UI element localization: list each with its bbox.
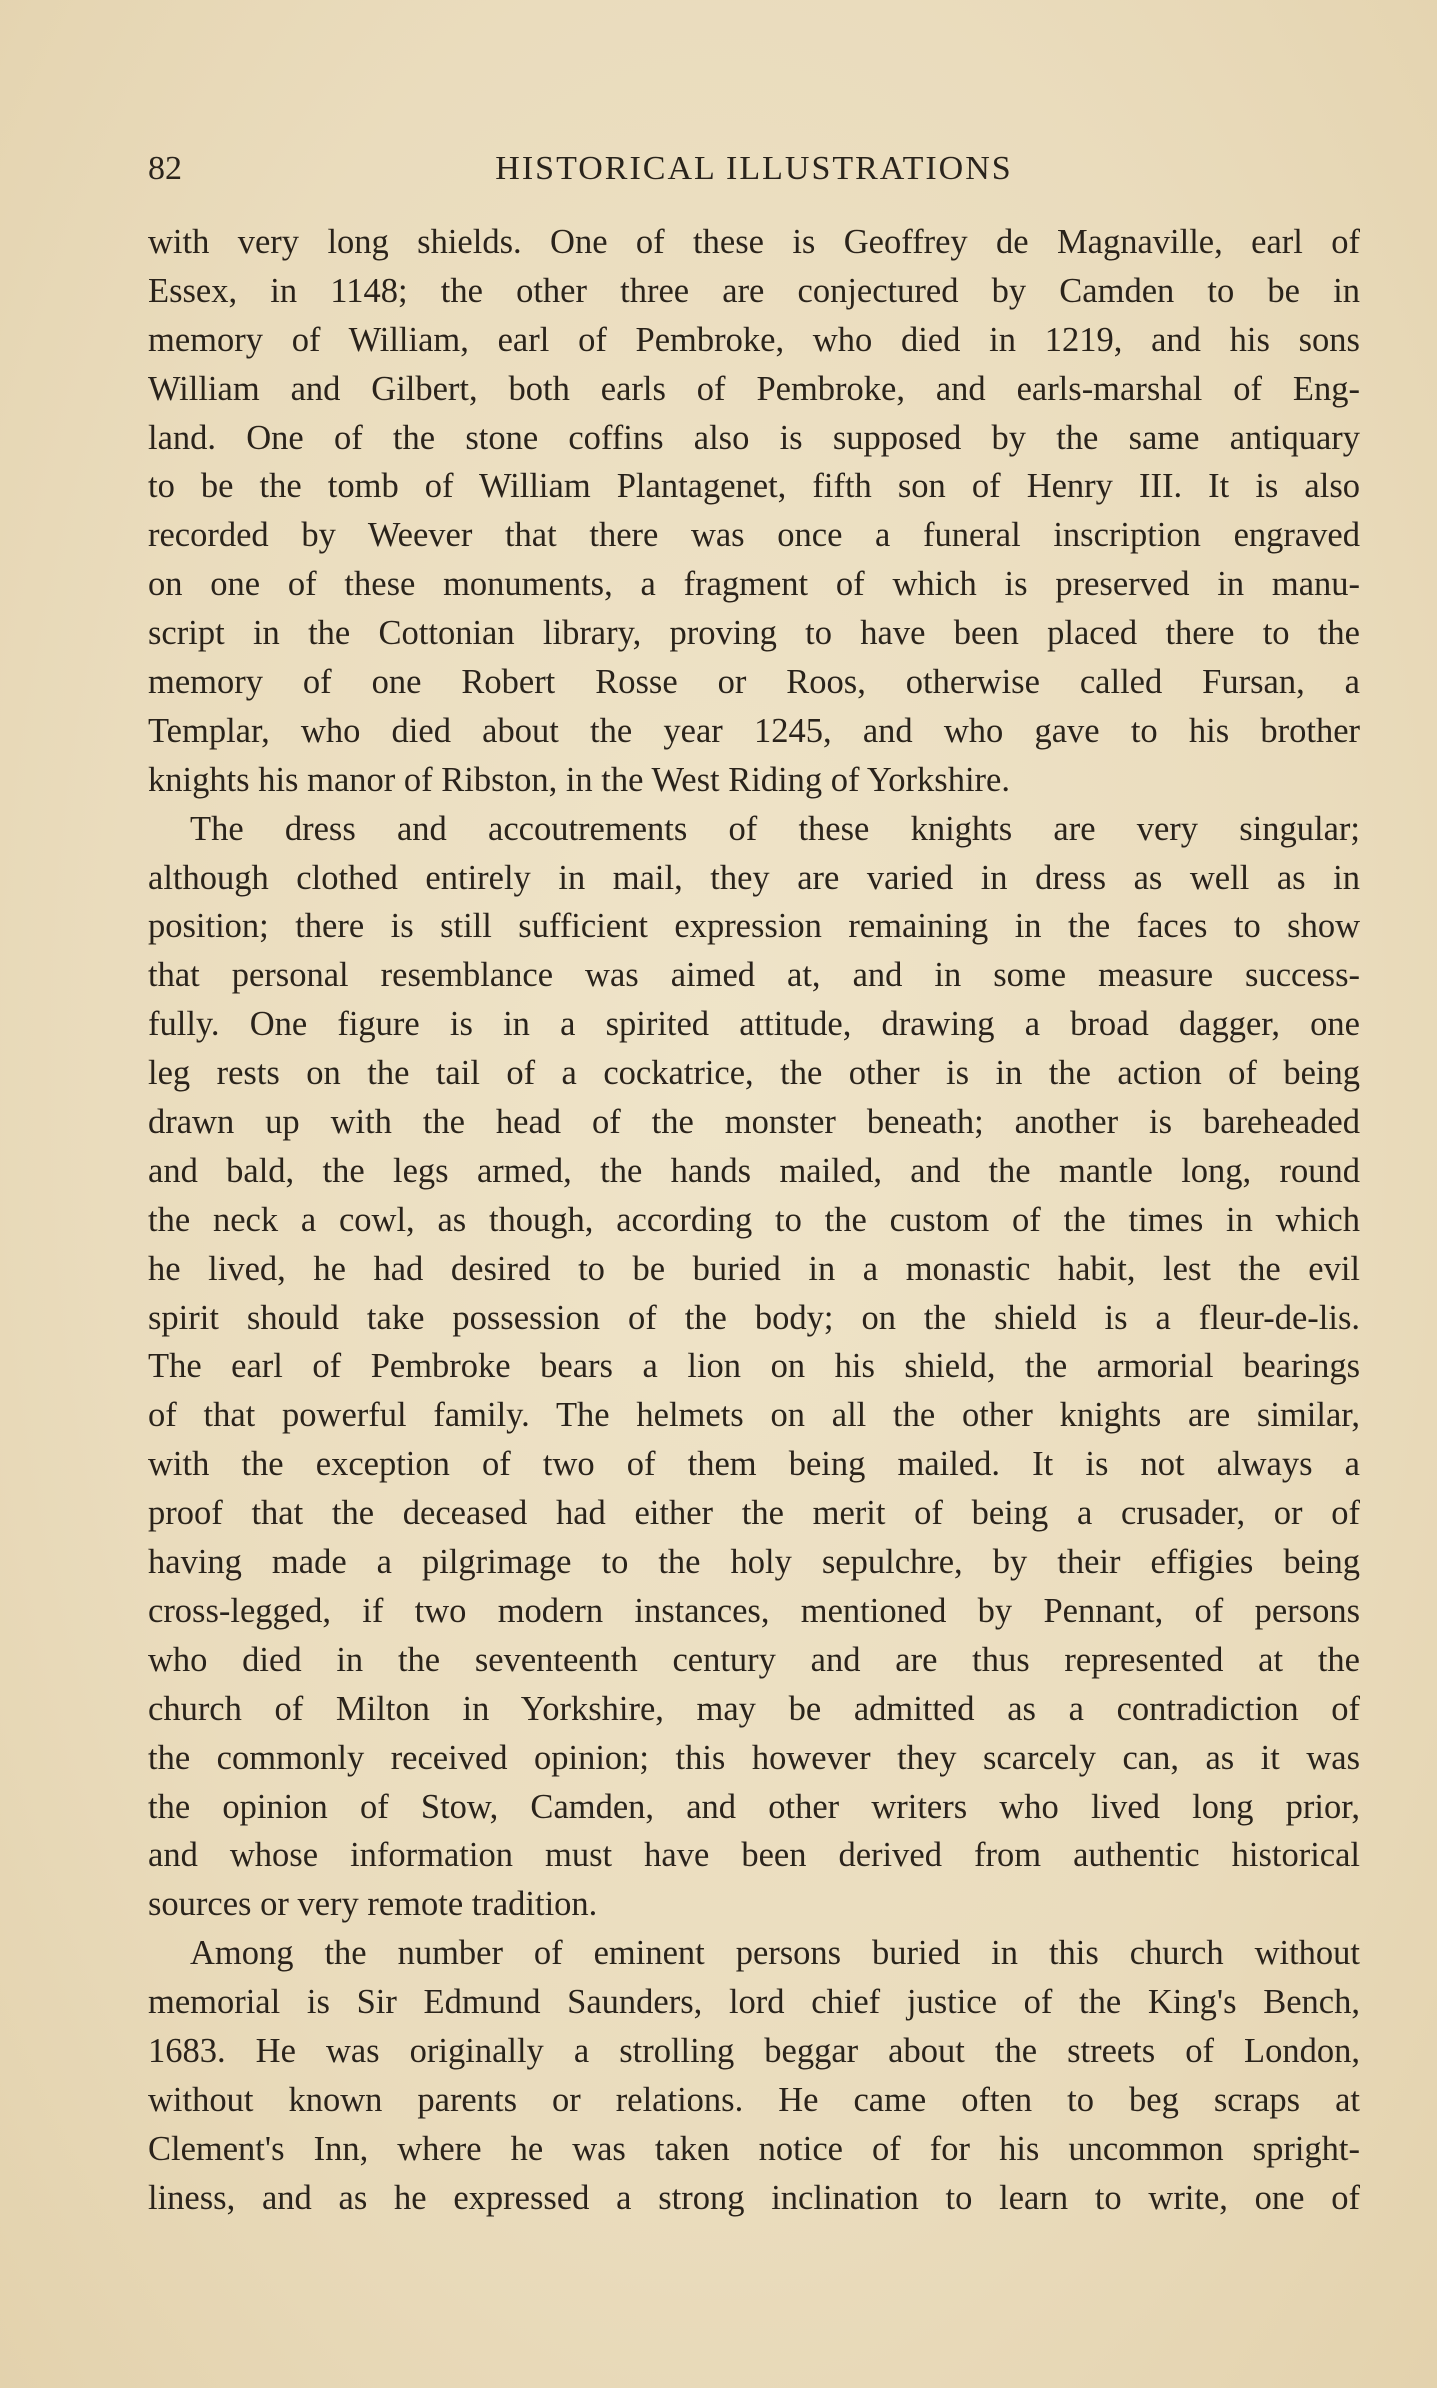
running-head <box>148 150 1360 200</box>
text-line: he lived, he had desired to be buried in a monastic habit, lest the evil <box>148 1249 1360 1288</box>
paragraph <box>148 805 1360 1929</box>
text-line: The dress and accoutrements of these knights are very singular; <box>190 809 1360 848</box>
body-text <box>148 218 1360 2223</box>
text-line: William and Gilbert, both earls of Pembroke, and earls-marshal of Eng- <box>148 369 1360 408</box>
text-line: knights his manor of Ribston, in the West Riding of Yorkshire. <box>148 760 1010 799</box>
text-line: script in the Cottonian library, proving to have been placed there to the <box>148 614 1360 653</box>
text-line: leg rests on the tail of a cockatrice, the other is in the action of being <box>148 1054 1360 1093</box>
text-line: on one of these monuments, a fragment of which is preserved in manu- <box>148 565 1360 604</box>
text-line: memory of one Robert Rosse or Roos, otherwise called Fursan, a <box>148 663 1360 702</box>
text-line: without known parents or relations. He came often to beg scraps at <box>148 2080 1360 2119</box>
text-line: although clothed entirely in mail, they are varied in dress as well as in <box>148 858 1360 897</box>
text-line: having made a pilgrimage to the holy sepulchre, by their effigies being <box>148 1543 1360 1582</box>
text-line: with the exception of two of them being mailed. It is not always a <box>148 1445 1360 1484</box>
text-line: of that powerful family. The helmets on all the other knights are similar, <box>148 1396 1360 1435</box>
text-line: drawn up with the head of the monster beneath; another is bareheaded <box>148 1103 1360 1142</box>
text-line: position; there is still sufficient expression remaining in the faces to show <box>148 907 1360 946</box>
text-line: Clement's Inn, where he was taken notice of for his uncommon spright- <box>148 2129 1360 2168</box>
text-line: proof that the deceased had either the merit of being a crusader, or of <box>148 1494 1360 1533</box>
text-line: memory of William, earl of Pembroke, who died in 1219, and his sons <box>148 320 1360 359</box>
text-line: to be the tomb of William Plantagenet, fifth son of Henry III. It is also <box>148 467 1360 506</box>
paragraph <box>148 1929 1360 2222</box>
text-line: 1683. He was originally a strolling beggar about the streets of London, <box>148 2031 1360 2070</box>
text-line: fully. One figure is in a spirited attitude, drawing a broad dagger, one <box>148 1005 1360 1044</box>
text-line: with very long shields. One of these is Geoffrey de Magnaville, earl of <box>148 223 1360 261</box>
text-line: who died in the seventeenth century and are thus represented at the <box>148 1640 1360 1679</box>
text-line: memorial is Sir Edmund Saunders, lord chief justice of the King's Bench, <box>148 1983 1360 2022</box>
text-line: Among the number of eminent persons buried in this church without <box>190 1934 1360 1973</box>
text-line: recorded by Weever that there was once a funeral inscription engraved <box>148 516 1360 555</box>
text-line: and bald, the legs armed, the hands mailed, and the mantle long, round <box>148 1151 1360 1190</box>
text-line: Essex, in 1148; the other three are conjectured by Camden to be in <box>148 271 1360 310</box>
text-line: the neck a cowl, as though, according to the custom of the times in which <box>148 1200 1360 1239</box>
text-line: Templar, who died about the year 1245, and who gave to his brother <box>148 711 1360 750</box>
text-line: the commonly received opinion; this however they scarcely can, as it was <box>148 1738 1360 1777</box>
running-title: HISTORICAL ILLUSTRATIONS <box>495 150 1013 187</box>
text-line: liness, and as he expressed a strong inclination to learn to write, one of <box>148 2178 1360 2217</box>
text-line: and whose information must have been derived from authentic historical <box>148 1836 1360 1875</box>
text-line: spirit should take possession of the body; on the shield is a fleur-de-lis. <box>148 1298 1360 1337</box>
text-line: cross-legged, if two modern instances, mentioned by Pennant, of persons <box>148 1591 1360 1630</box>
paragraph <box>148 218 1360 805</box>
text-line: that personal resemblance was aimed at, and in some measure success- <box>148 956 1360 995</box>
text-line: the opinion of Stow, Camden, and other writers who lived long prior, <box>148 1787 1360 1826</box>
text-line: sources or very remote tradition. <box>148 1885 598 1924</box>
text-line: The earl of Pembroke bears a lion on his shield, the armorial bearings <box>148 1347 1360 1386</box>
text-line: land. One of the stone coffins also is supposed by the same antiquary <box>148 418 1360 457</box>
page-number: 82 <box>148 150 182 187</box>
text-line: church of Milton in Yorkshire, may be admitted as a contradiction of <box>148 1689 1360 1728</box>
